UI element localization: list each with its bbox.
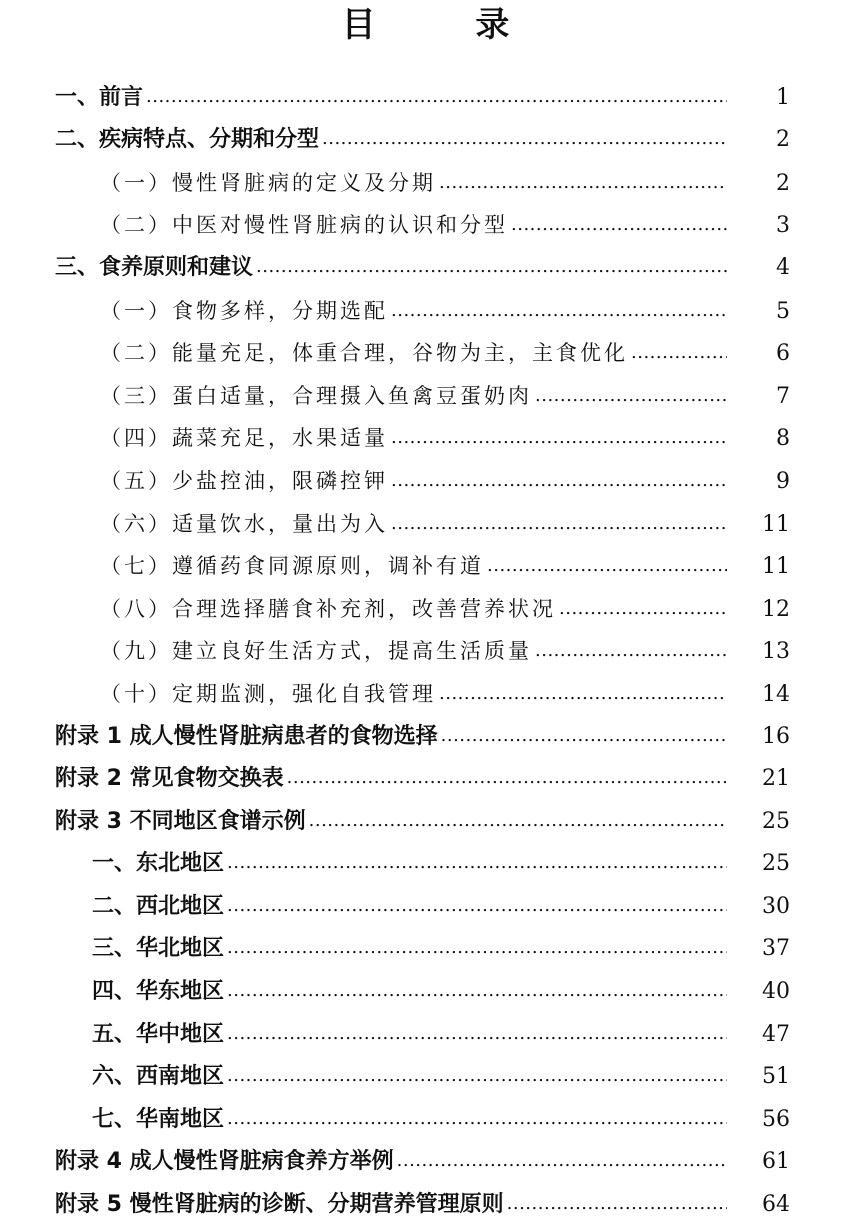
dot-leader: [227, 891, 727, 921]
toc-entry-page: 1: [776, 84, 790, 110]
toc-entry[interactable]: [0, 1050, 851, 1093]
toc-entry-label: （十）定期监测，强化自我管理: [100, 681, 436, 706]
toc-entry-label: （四）蔬菜充足，水果适量: [100, 426, 388, 451]
toc-entry[interactable]: [0, 539, 851, 582]
toc-entry[interactable]: [0, 752, 851, 795]
dot-leader: [227, 1019, 727, 1049]
dot-leader: [535, 636, 727, 666]
dot-leader: [511, 210, 727, 240]
toc-entry-label: （八）合理选择膳食补充剂，改善营养状况: [100, 596, 556, 621]
toc-entry-label: （六）适量饮水，量出为入: [100, 511, 388, 536]
toc-entry-label: （一）慢性肾脏病的定义及分期: [100, 170, 436, 195]
dot-leader: [309, 806, 727, 836]
toc-entry-page: 40: [762, 979, 790, 1005]
toc-entry[interactable]: [0, 581, 851, 624]
toc-entry[interactable]: [0, 198, 851, 241]
dot-leader: [397, 1146, 727, 1176]
dot-leader: [391, 423, 727, 453]
toc-entry-page: 3: [776, 213, 790, 239]
toc-entry-page: 13: [762, 639, 790, 665]
toc-entry[interactable]: [0, 666, 851, 709]
toc-entry[interactable]: [0, 879, 851, 922]
dot-leader: [391, 296, 727, 326]
toc-entry-label: 四、华东地区: [92, 979, 225, 1005]
toc-entry[interactable]: [0, 837, 851, 880]
dot-leader: [439, 168, 727, 198]
toc-entry-label: （二）能量充足，体重合理，谷物为主，主食优化: [100, 341, 628, 366]
toc-entry[interactable]: [0, 411, 851, 454]
toc-entry[interactable]: [0, 496, 851, 539]
toc-entry-label: 三、华北地区: [92, 936, 225, 962]
toc-entry[interactable]: [0, 240, 851, 283]
toc-entry-label: 附录 2 常见食物交换表: [55, 766, 284, 792]
dot-leader: [256, 252, 727, 282]
dot-leader: [227, 1061, 727, 1091]
dot-leader: [287, 763, 727, 793]
toc-entry-label: 六、西南地区: [92, 1064, 225, 1090]
dot-leader: [391, 509, 727, 539]
toc-entry-label: 二、疾病特点、分期和分型: [55, 127, 320, 153]
dot-leader: [391, 466, 727, 496]
toc-entry-label: （五）少盐控油，限磷控钾: [100, 468, 388, 493]
toc-entry-label: （三）蛋白适量，合理摄入鱼禽豆蛋奶肉: [100, 383, 532, 408]
toc-entry-page: 11: [762, 511, 790, 537]
toc-entry-page: 25: [762, 851, 790, 877]
toc-entry-label: 二、西北地区: [92, 893, 225, 919]
dot-leader: [439, 679, 727, 709]
toc-entry-page: 7: [776, 383, 790, 409]
dot-leader: [227, 976, 727, 1006]
toc-entry-page: 56: [762, 1106, 790, 1132]
toc-entry[interactable]: [0, 709, 851, 752]
dot-leader: [507, 1189, 727, 1219]
toc-entry-page: 30: [762, 893, 790, 919]
toc-entry-label: 一、前言: [55, 84, 144, 110]
toc-entry-label: 附录 1 成人慢性肾脏病患者的食物选择: [55, 723, 438, 749]
toc-entry-label: （七）遵循药食同源原则，调补有道: [100, 554, 484, 579]
dot-leader: [487, 551, 727, 581]
toc-entry-page: 25: [762, 808, 790, 834]
toc-entry-page: 8: [776, 426, 790, 452]
toc-entry-label: 三、食养原则和建议: [55, 254, 254, 280]
toc-entry-page: 21: [762, 766, 790, 792]
table-of-contents: [0, 70, 851, 1220]
toc-entry-page: 2: [776, 127, 790, 153]
toc-entry[interactable]: [0, 964, 851, 1007]
toc-entry[interactable]: [0, 1092, 851, 1135]
toc-entry-label: （九）建立良好生活方式，提高生活质量: [100, 639, 532, 664]
dot-leader: [535, 381, 727, 411]
toc-entry[interactable]: [0, 453, 851, 496]
toc-entry[interactable]: [0, 368, 851, 411]
toc-entry-label: 七、华南地区: [92, 1106, 225, 1132]
dot-leader: [559, 594, 727, 624]
dot-leader: [631, 338, 727, 368]
toc-entry-page: 61: [762, 1149, 790, 1175]
toc-entry[interactable]: [0, 1135, 851, 1178]
dot-leader: [227, 1104, 727, 1134]
dot-leader: [322, 124, 727, 154]
toc-entry-page: 47: [762, 1021, 790, 1047]
toc-entry[interactable]: [0, 1007, 851, 1050]
toc-entry-page: 11: [762, 554, 790, 580]
toc-entry[interactable]: [0, 624, 851, 667]
toc-entry-page: 2: [776, 170, 790, 196]
dot-leader: [227, 848, 727, 878]
toc-entry-page: 4: [776, 254, 790, 280]
toc-entry-label: 附录 3 不同地区食谱示例: [55, 808, 306, 834]
toc-entry-label: 附录 4 成人慢性肾脏病食养方举例: [55, 1149, 394, 1175]
toc-entry-label: （二）中医对慢性肾脏病的认识和分型: [100, 213, 508, 238]
toc-entry-page: 6: [776, 341, 790, 367]
toc-entry-page: 9: [776, 468, 790, 494]
toc-entry-page: 37: [762, 936, 790, 962]
toc-entry-page: 51: [762, 1064, 790, 1090]
toc-entry[interactable]: [0, 922, 851, 965]
toc-entry-label: 附录 5 慢性肾脏病的诊断、分期营养管理原则: [55, 1192, 504, 1218]
dot-leader: [227, 933, 727, 963]
toc-title: 目 录: [341, 5, 554, 45]
toc-entry[interactable]: [0, 326, 851, 369]
toc-entry-page: 14: [762, 681, 790, 707]
dot-leader: [441, 721, 727, 751]
toc-entry[interactable]: [0, 283, 851, 326]
toc-entry-page: 12: [762, 596, 790, 622]
toc-entry-label: 五、华中地区: [92, 1021, 225, 1047]
toc-entry-label: 一、东北地区: [92, 851, 225, 877]
toc-entry[interactable]: [0, 113, 851, 156]
toc-entry[interactable]: [0, 1177, 851, 1220]
toc-entry-page: 16: [762, 723, 790, 749]
toc-entry-page: 5: [776, 298, 790, 324]
toc-entry[interactable]: [0, 70, 851, 113]
toc-entry-page: 64: [762, 1192, 790, 1218]
toc-entry-label: （一）食物多样，分期选配: [100, 298, 388, 323]
dot-leader: [146, 82, 727, 112]
toc-entry[interactable]: [0, 155, 851, 198]
toc-entry[interactable]: [0, 794, 851, 837]
